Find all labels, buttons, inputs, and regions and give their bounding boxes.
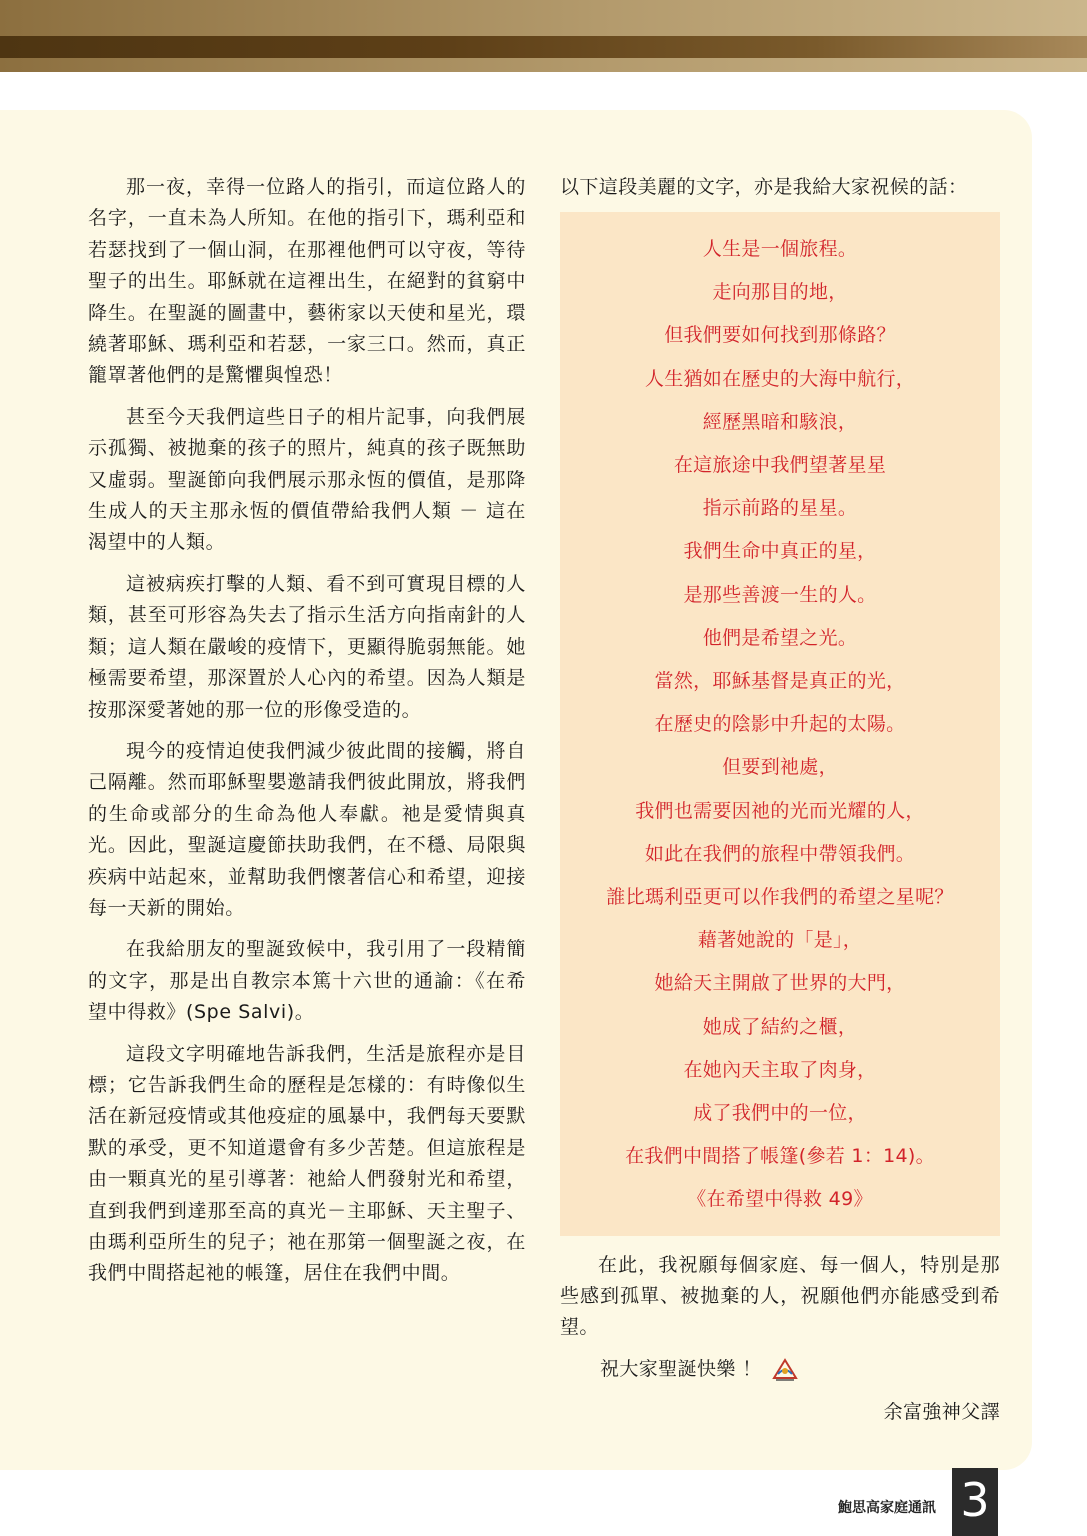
quote-line: 人生是一個旅程。 (702, 238, 858, 260)
greeting-text: 祝大家聖誕快樂 ！ (600, 1357, 762, 1380)
quote-intro: 以下這段美麗的文字，亦是我給大家祝候的話： (560, 176, 968, 198)
quote-line: 在歷史的陰影中升起的太陽。 (654, 713, 906, 736)
quote-line: 在我們中間搭了帳篷(參若 1：14)。 (625, 1145, 935, 1168)
publication-name: 鮑思高家庭通訊 (838, 1500, 936, 1516)
quote-line: 我們生命中真正的星， (683, 540, 877, 563)
greeting-line (600, 1354, 1000, 1385)
translator-credit: 余富強神父譯 (883, 1401, 1000, 1424)
quote-line: 指示前路的星星。 (702, 497, 858, 520)
quote-line: 如此在我們的旅程中帶領我們。 (644, 842, 916, 865)
paragraph: 這段文字明確地告訴我們，生活是旅程亦是目標；它告訴我們生命的歷程是怎樣的：有時像似生活在新冠疫情或其他疫症的風暴中，我們每天要默默的承受，更不知道還會有多少苦楚。但這旅程是由一顆真光的星引導著：祂給人們發射光和希望，直到我們到達那至高的真光－主耶穌、天主聖子、由瑪利亞所生的兒子；祂在那第一個聖誕之夜，在我們中間搭起祂的帳篷，居住在我們中間。 (88, 1042, 526, 1285)
quote-line: 我們也需要因祂的光而光耀的人， (635, 799, 925, 822)
left-column (88, 172, 526, 1300)
paragraph: 那一夜，幸得一位路人的指引，而這位路人的名字，一直未為人所知。在他的指引下，瑪利亞和若瑟找到了一個山洞，在那裡他們可以守夜，等待聖子的出生。耶穌就在這裡出生，在絕對的貧窮中降生。在聖誕的圖畫中，藝術家以天使和星光，環繞著耶穌、瑪利亞和若瑟，一家三口。然而，真正籠罩著他們的是驚懼與惶恐！ (88, 176, 526, 387)
right-column (560, 172, 1000, 1429)
quote-line: 經歷黑暗和駭浪， (702, 410, 858, 433)
header-stripe (0, 36, 1087, 58)
quote-line: 但要到祂處， (722, 756, 838, 779)
page-number: 3 (952, 1468, 998, 1536)
quote-box (560, 212, 1000, 1236)
quote-line: 是那些善渡一生的人。 (683, 583, 877, 606)
quote-line: 她成了結約之櫃， (702, 1015, 858, 1038)
quote-line: 在她內天主取了肉身， (683, 1058, 877, 1081)
quote-line: 但我們要如何找到那條路？ (664, 324, 896, 347)
paragraph: 現今的疫情迫使我們減少彼此間的接觸，將自己隔離。然而耶穌聖嬰邀請我們彼此開放，將我們的生命或部分的生命為他人奉獻。祂是愛情與真光。因此，聖誕這慶節扶助我們，在不穩、局限與疾病中站起來，並幫助我們懷著信心和希望，迎接每一天新的開始。 (88, 739, 526, 919)
quote-line: 在這旅途中我們望著星星 (673, 454, 887, 477)
decorative-emblem-icon (770, 1356, 800, 1384)
paragraph: 在我給朋友的聖誕致候中，我引用了一段精簡的文字，那是出自教宗本篤十六世的通諭：《在希望中得救》(Spe Salvi)。 (88, 938, 526, 1024)
quote-line: 走向那目的地， (712, 281, 848, 304)
closing-paragraph: 在此，我祝願每個家庭、每一個人，特別是那些感到孤單、被拋棄的人，祝願他們亦能感受到希望。 (560, 1253, 1000, 1339)
paragraph: 這被病疾打擊的人類、看不到可實現目標的人類，甚至可形容為失去了指示生活方向指南針的人類；這人類在嚴峻的疫情下，更顯得脆弱無能。她極需要希望，那深置於人心內的希望。因為人類是按那深愛著她的那一位的形像受造的。 (88, 572, 526, 721)
quote-line: 人生猶如在歷史的大海中航行， (644, 367, 916, 390)
quote-line: 當然，耶穌基督是真正的光， (654, 670, 906, 693)
paragraph: 甚至今天我們這些日子的相片記事，向我們展示孤獨、被拋棄的孩子的照片，純真的孩子既無助又虛弱。聖誕節向我們展示那永恆的價值，是那降生成人的天主那永恆的價值帶給我們人類 － 這在渴望中的人類。 (88, 405, 526, 554)
quote-line: 誰比瑪利亞更可以作我們的希望之星呢？ (606, 886, 954, 909)
quote-line: 他們是希望之光。 (702, 626, 858, 649)
quote-line: 成了我們中的一位， (693, 1102, 867, 1125)
quote-source: 《在希望中得救 49》 (687, 1188, 873, 1211)
quote-line: 她給天主開啟了世界的大門， (654, 972, 906, 995)
quote-line: 藉著她說的「是」， (697, 929, 863, 952)
